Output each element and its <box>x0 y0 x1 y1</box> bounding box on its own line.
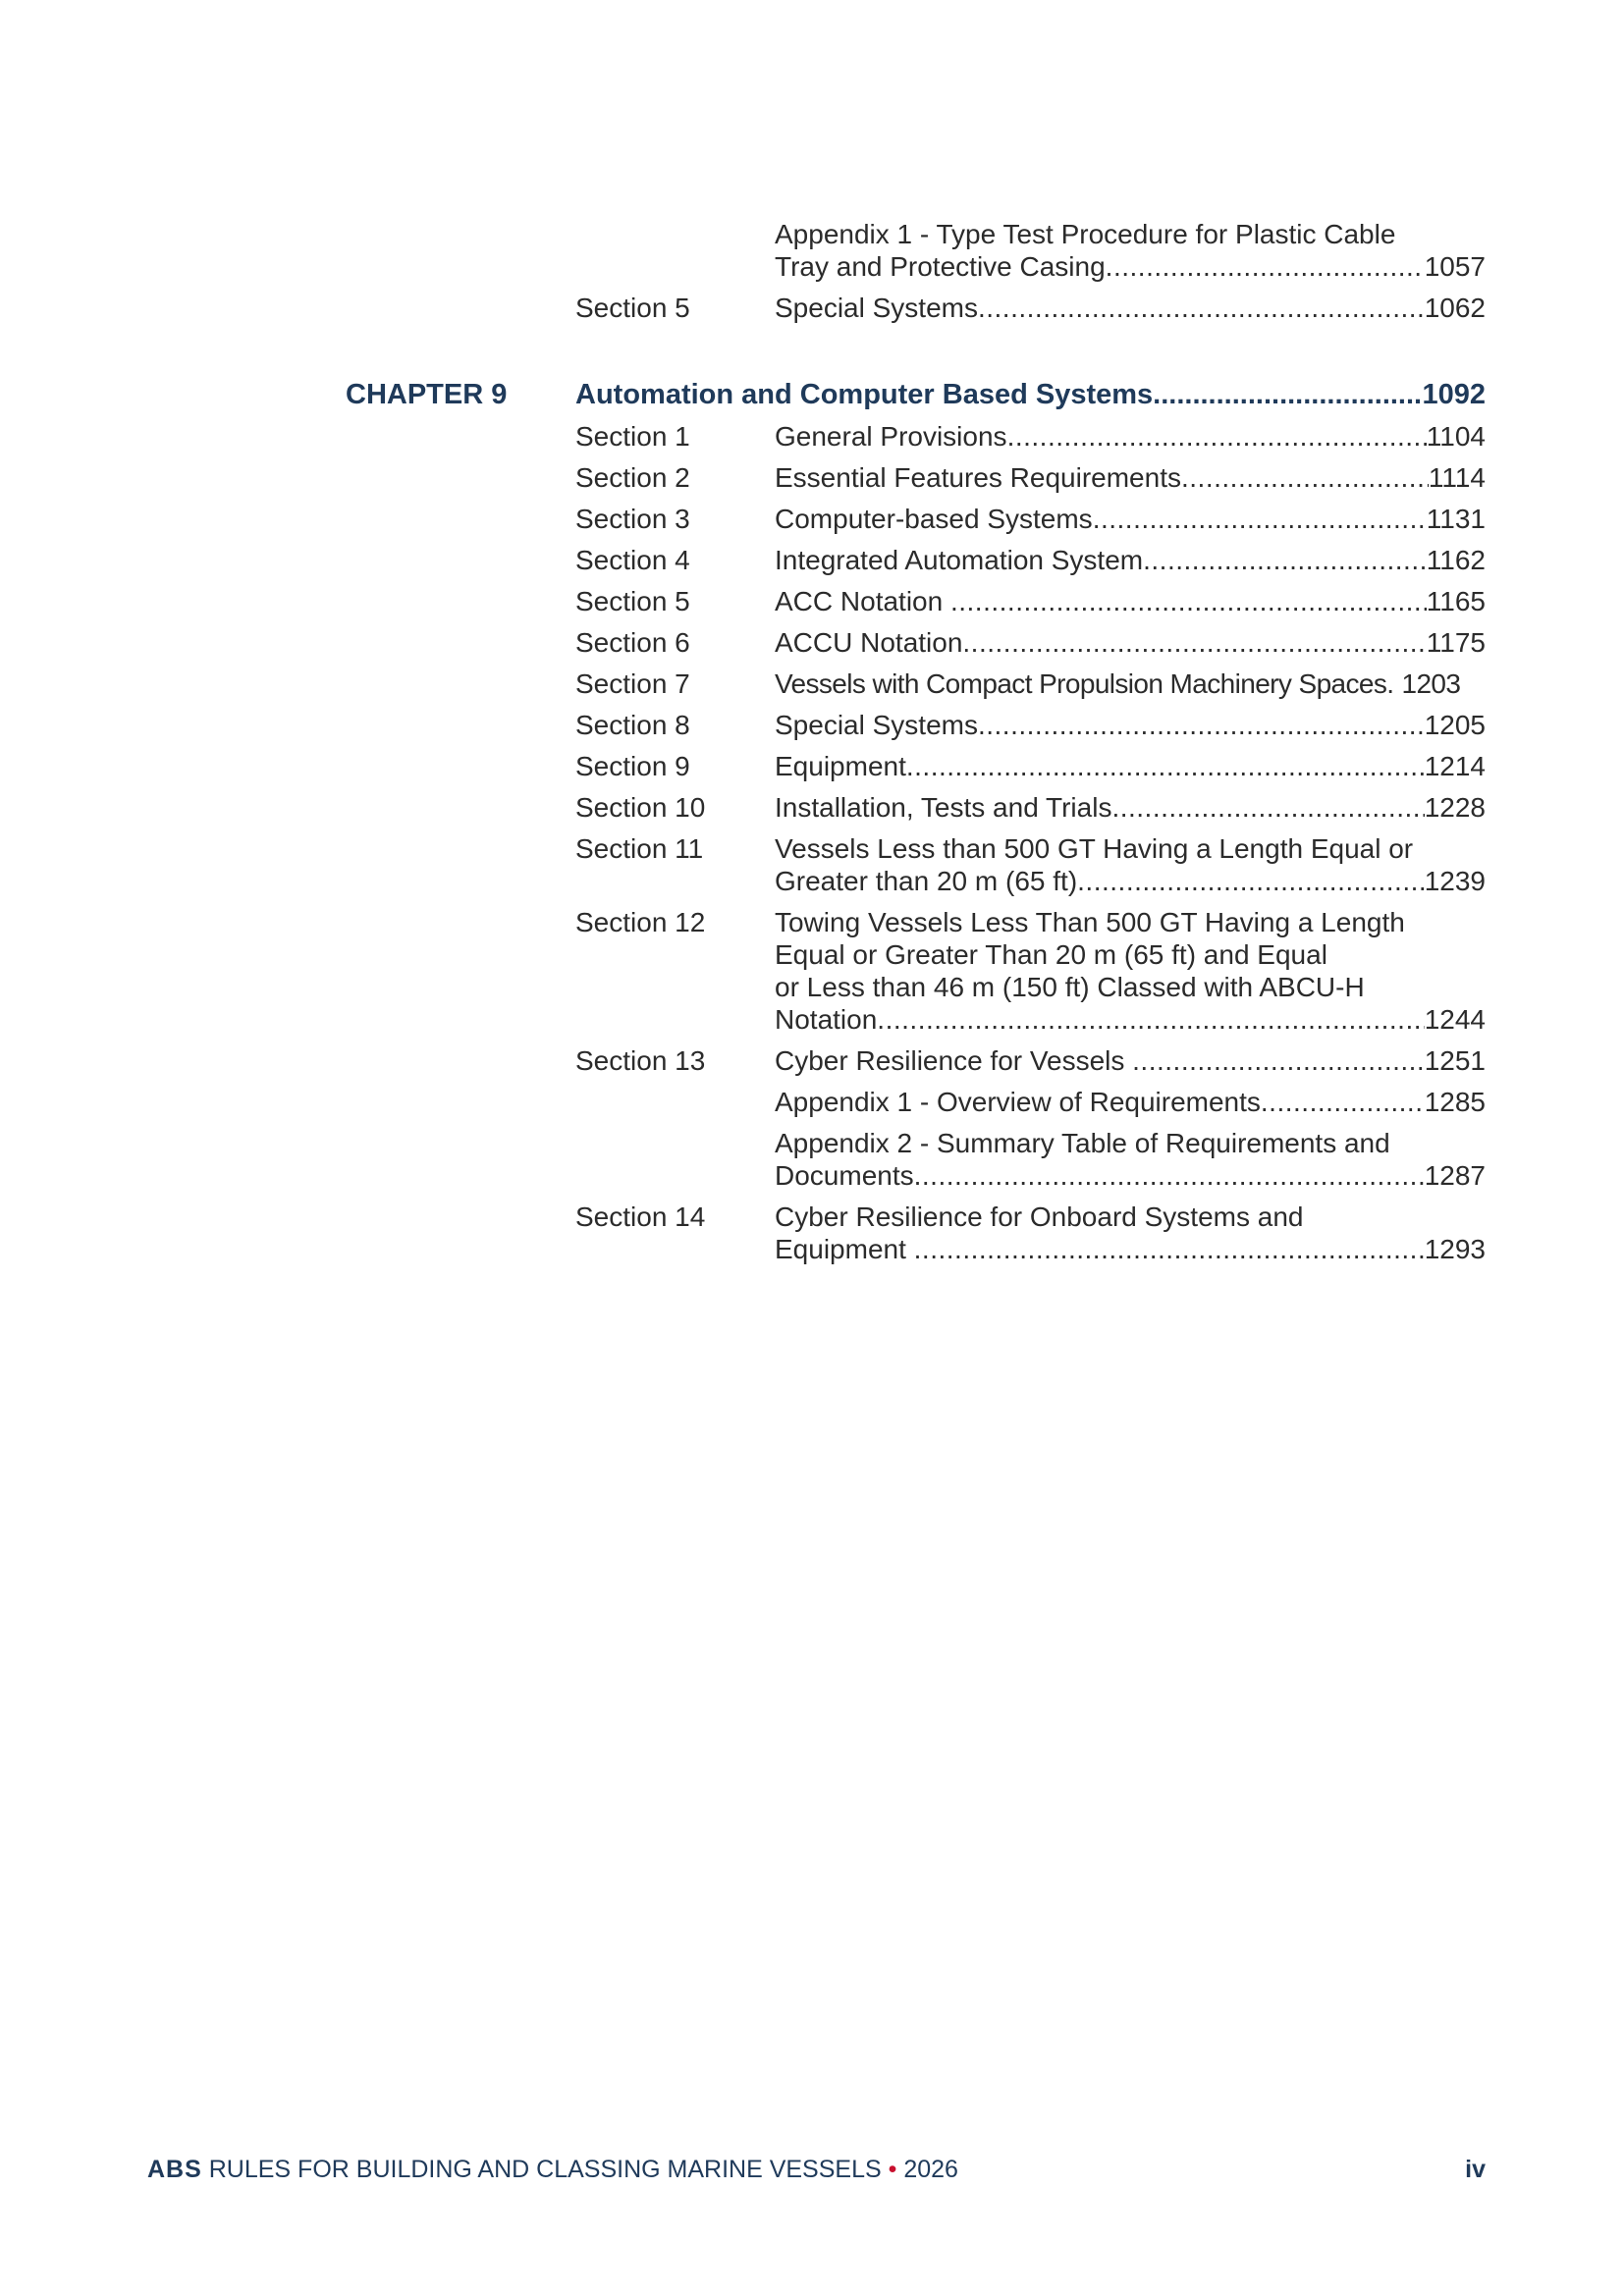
toc-entry-title: Equipment <box>775 751 906 781</box>
toc-section-label: Section 4 <box>575 545 690 575</box>
toc-section-entry[interactable] <box>775 1233 1486 1265</box>
toc-section-label: Section 6 <box>575 627 690 658</box>
toc-section-label: Section 5 <box>575 293 690 323</box>
toc-section-entry[interactable] <box>775 292 1486 324</box>
toc-section-entry[interactable] <box>775 585 1486 617</box>
toc-entry-title: Special Systems <box>775 293 978 323</box>
toc-entry-title: Greater than 20 m (65 ft) <box>775 866 1078 896</box>
footer-bullet: • <box>888 2156 897 2183</box>
toc-entry-title: Integrated Automation System <box>775 545 1144 575</box>
toc-appendix-entry[interactable] <box>775 1086 1486 1118</box>
toc-entry-title: Essential Features Requirements <box>775 462 1181 493</box>
toc-entry-title: ACC Notation <box>775 586 950 616</box>
toc-entry-page: 1203 <box>1401 668 1461 699</box>
footer-title-block <box>147 2155 958 2184</box>
chapter-title: Automation and Computer Based Systems <box>575 379 1154 410</box>
toc-entry-title: Vessels with Compact Propulsion Machinery Spaces. <box>775 668 1394 699</box>
toc-section-entry[interactable] <box>775 709 1486 741</box>
toc-entry-title-line1: Towing Vessels Less Than 500 GT Having a Length <box>775 907 1405 937</box>
leader-dots <box>1106 250 1425 283</box>
toc-section-label: Section 11 <box>575 833 704 864</box>
leader-dots <box>914 1159 1425 1192</box>
leader-dots <box>950 585 1427 617</box>
toc-entry-page: 1285 <box>1424 1087 1486 1117</box>
leader-dots <box>1093 503 1427 535</box>
leader-dots <box>1143 544 1427 576</box>
toc-section-label: Section 2 <box>575 462 690 493</box>
leader-dots <box>1007 420 1427 453</box>
toc-entry-title: Equipment <box>775 1234 914 1264</box>
page-footer <box>147 2155 1486 2184</box>
toc-entry-page: 1175 <box>1426 627 1486 658</box>
toc-entry-title-line3: or Less than 46 m (150 ft) Classed with ABCU-H <box>775 972 1365 1002</box>
toc-entry-title-line1: Vessels Less than 500 GT Having a Length Equal or <box>775 833 1414 864</box>
toc-entry-page: 1244 <box>1424 1004 1486 1035</box>
toc-section-label: Section 13 <box>575 1045 706 1076</box>
toc-section-entry[interactable] <box>775 667 1486 700</box>
toc-section-entry[interactable] <box>775 1003 1486 1036</box>
toc-appendix-title-line1: Appendix 2 - Summary Table of Requirements and <box>775 1128 1390 1158</box>
toc-section-entry[interactable] <box>775 461 1486 494</box>
toc-section-entry[interactable] <box>775 420 1486 453</box>
toc-entry-page: 1131 <box>1426 504 1486 534</box>
toc-entry-page: 1287 <box>1424 1160 1486 1191</box>
chapter-page: 1092 <box>1422 379 1486 410</box>
toc-entry-page: 1165 <box>1426 586 1486 616</box>
toc-entry-title: Cyber Resilience for Vessels <box>775 1045 1133 1076</box>
toc-section-label: Section 7 <box>575 668 690 699</box>
toc-entry-page: 1114 <box>1428 462 1486 493</box>
toc-section-label: Section 8 <box>575 710 690 740</box>
toc-entry-title: Special Systems <box>775 710 978 740</box>
toc-entry-title: Appendix 1 - Overview of Requirements <box>775 1087 1261 1117</box>
leader-dots <box>877 1003 1424 1036</box>
toc-section-entry[interactable] <box>775 544 1486 576</box>
footer-title: RULES FOR BUILDING AND CLASSING MARINE VESSELS <box>208 2156 882 2183</box>
leader-dots <box>1261 1086 1425 1118</box>
footer-year: 2026 <box>903 2156 958 2183</box>
toc-appendix-title-line1: Appendix 1 - Type Test Procedure for Plastic Cable <box>775 219 1396 249</box>
toc-entry-page: 1228 <box>1424 792 1486 823</box>
toc-section-label: Section 12 <box>575 907 706 937</box>
toc-entry-page: 1293 <box>1424 1234 1486 1264</box>
toc-entry-title: Notation <box>775 1004 878 1035</box>
toc-section-entry[interactable] <box>775 626 1486 659</box>
chapter-label: CHAPTER 9 <box>346 379 508 410</box>
page-number: iv <box>1465 2156 1486 2183</box>
toc-section-entry[interactable] <box>775 750 1486 782</box>
leader-dots <box>962 626 1426 659</box>
toc-section-label: Section 3 <box>575 504 690 534</box>
toc-entry-page: 1205 <box>1424 710 1486 740</box>
leader-dots <box>1132 1044 1425 1077</box>
toc-section-label: Section 14 <box>575 1201 706 1232</box>
leader-dots <box>978 292 1425 324</box>
toc-entry-title: Documents <box>775 1160 914 1191</box>
leader-dots <box>906 750 1425 782</box>
toc-entry-page: 1057 <box>1424 251 1486 282</box>
abs-logo-text: ABS <box>147 2156 202 2183</box>
toc-entry-title: ACCU Notation <box>775 627 963 658</box>
toc-section-label: Section 10 <box>575 792 706 823</box>
toc-appendix-entry[interactable] <box>775 250 1486 283</box>
toc-entry-title: General Provisions <box>775 421 1007 452</box>
toc-appendix-entry[interactable] <box>775 1159 1486 1192</box>
leader-dots <box>1077 865 1425 897</box>
leader-dots <box>1153 379 1422 411</box>
toc-section-label: Section 1 <box>575 421 690 452</box>
toc-entry-title-line2: Equal or Greater Than 20 m (65 ft) and Equal <box>775 939 1327 970</box>
toc-entry-title-line1: Cyber Resilience for Onboard Systems and <box>775 1201 1304 1232</box>
toc-section-entry[interactable] <box>775 791 1486 824</box>
toc-section-entry[interactable] <box>775 1044 1486 1077</box>
toc-entry-page: 1162 <box>1426 545 1486 575</box>
toc-section-entry[interactable] <box>775 503 1486 535</box>
toc-entry-page: 1062 <box>1424 293 1486 323</box>
leader-dots <box>978 709 1425 741</box>
leader-dots <box>1111 791 1424 824</box>
toc-entry-page: 1104 <box>1426 421 1486 452</box>
leader-dots <box>914 1233 1425 1265</box>
toc-entry-title: Computer-based Systems <box>775 504 1093 534</box>
leader-dots <box>1181 461 1429 494</box>
toc-entry-page: 1214 <box>1424 751 1486 781</box>
toc-entry-page: 1251 <box>1424 1045 1486 1076</box>
toc-section-entry[interactable] <box>775 865 1486 897</box>
chapter-entry[interactable] <box>575 379 1486 411</box>
toc-section-label: Section 9 <box>575 751 690 781</box>
toc-section-label: Section 5 <box>575 586 690 616</box>
toc-entry-page: 1239 <box>1424 866 1486 896</box>
toc-entry-title: Installation, Tests and Trials <box>775 792 1112 823</box>
toc-entry-title: Tray and Protective Casing <box>775 251 1106 282</box>
